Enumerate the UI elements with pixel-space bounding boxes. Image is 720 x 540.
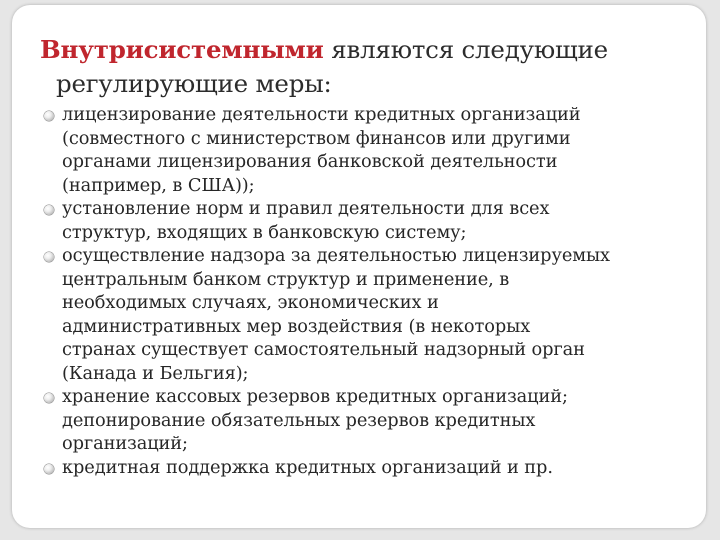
bullet-item — [44, 197, 712, 244]
bullet-list — [44, 103, 712, 479]
bullet-line: органами лицензирования банковской деятельности — [62, 151, 558, 172]
bullet-line: (совместного с министерством финансов или другими — [62, 127, 571, 149]
bullet-item — [44, 385, 712, 456]
bullet-dot-icon — [44, 464, 54, 474]
bullet-line: центральным банком структур и применение, в — [62, 268, 510, 290]
bullet-dot-icon — [44, 393, 54, 403]
slide-title — [40, 33, 700, 101]
bullet-line: лицензирование деятельности кредитных организаций — [62, 104, 581, 125]
bullet-line: административных мер воздействия (в некоторых — [62, 315, 531, 337]
bullet-dot-icon — [44, 111, 54, 121]
bullet-dot-icon — [44, 205, 54, 215]
bullet-line: структур, входящих в банковскую систему; — [62, 221, 467, 243]
bullet-item — [44, 456, 712, 480]
bullet-dot-icon — [44, 252, 54, 262]
bullet-line: кредитная поддержка кредитных организаций и пр. — [62, 456, 553, 478]
bullet-item — [44, 244, 712, 385]
bullet-line: необходимых случаях, экономических и — [62, 292, 439, 313]
bullet-line: установление норм и правил деятельности для всех — [62, 198, 550, 219]
slide — [12, 5, 706, 528]
bullet-line: организаций; — [62, 433, 188, 454]
bullet-line: депонирование обязательных резервов кредитных — [62, 409, 536, 431]
bullet-line: (например, в США)); — [62, 174, 255, 196]
bullet-line: (Канада и Бельгия); — [62, 362, 249, 384]
title-rest: являются следующие — [331, 35, 608, 64]
bullet-line: хранение кассовых резервов кредитных организаций; — [62, 386, 568, 407]
title-line-2: регулирующие меры: — [56, 69, 332, 98]
bullet-item — [44, 103, 712, 197]
bullet-line: осуществление надзора за деятельностью лицензируемых — [62, 245, 610, 266]
title-accent: Внутрисистемными — [40, 35, 324, 64]
title-line-1 — [40, 33, 700, 67]
bullet-line: странах существует самостоятельный надзорный орган — [62, 339, 585, 360]
